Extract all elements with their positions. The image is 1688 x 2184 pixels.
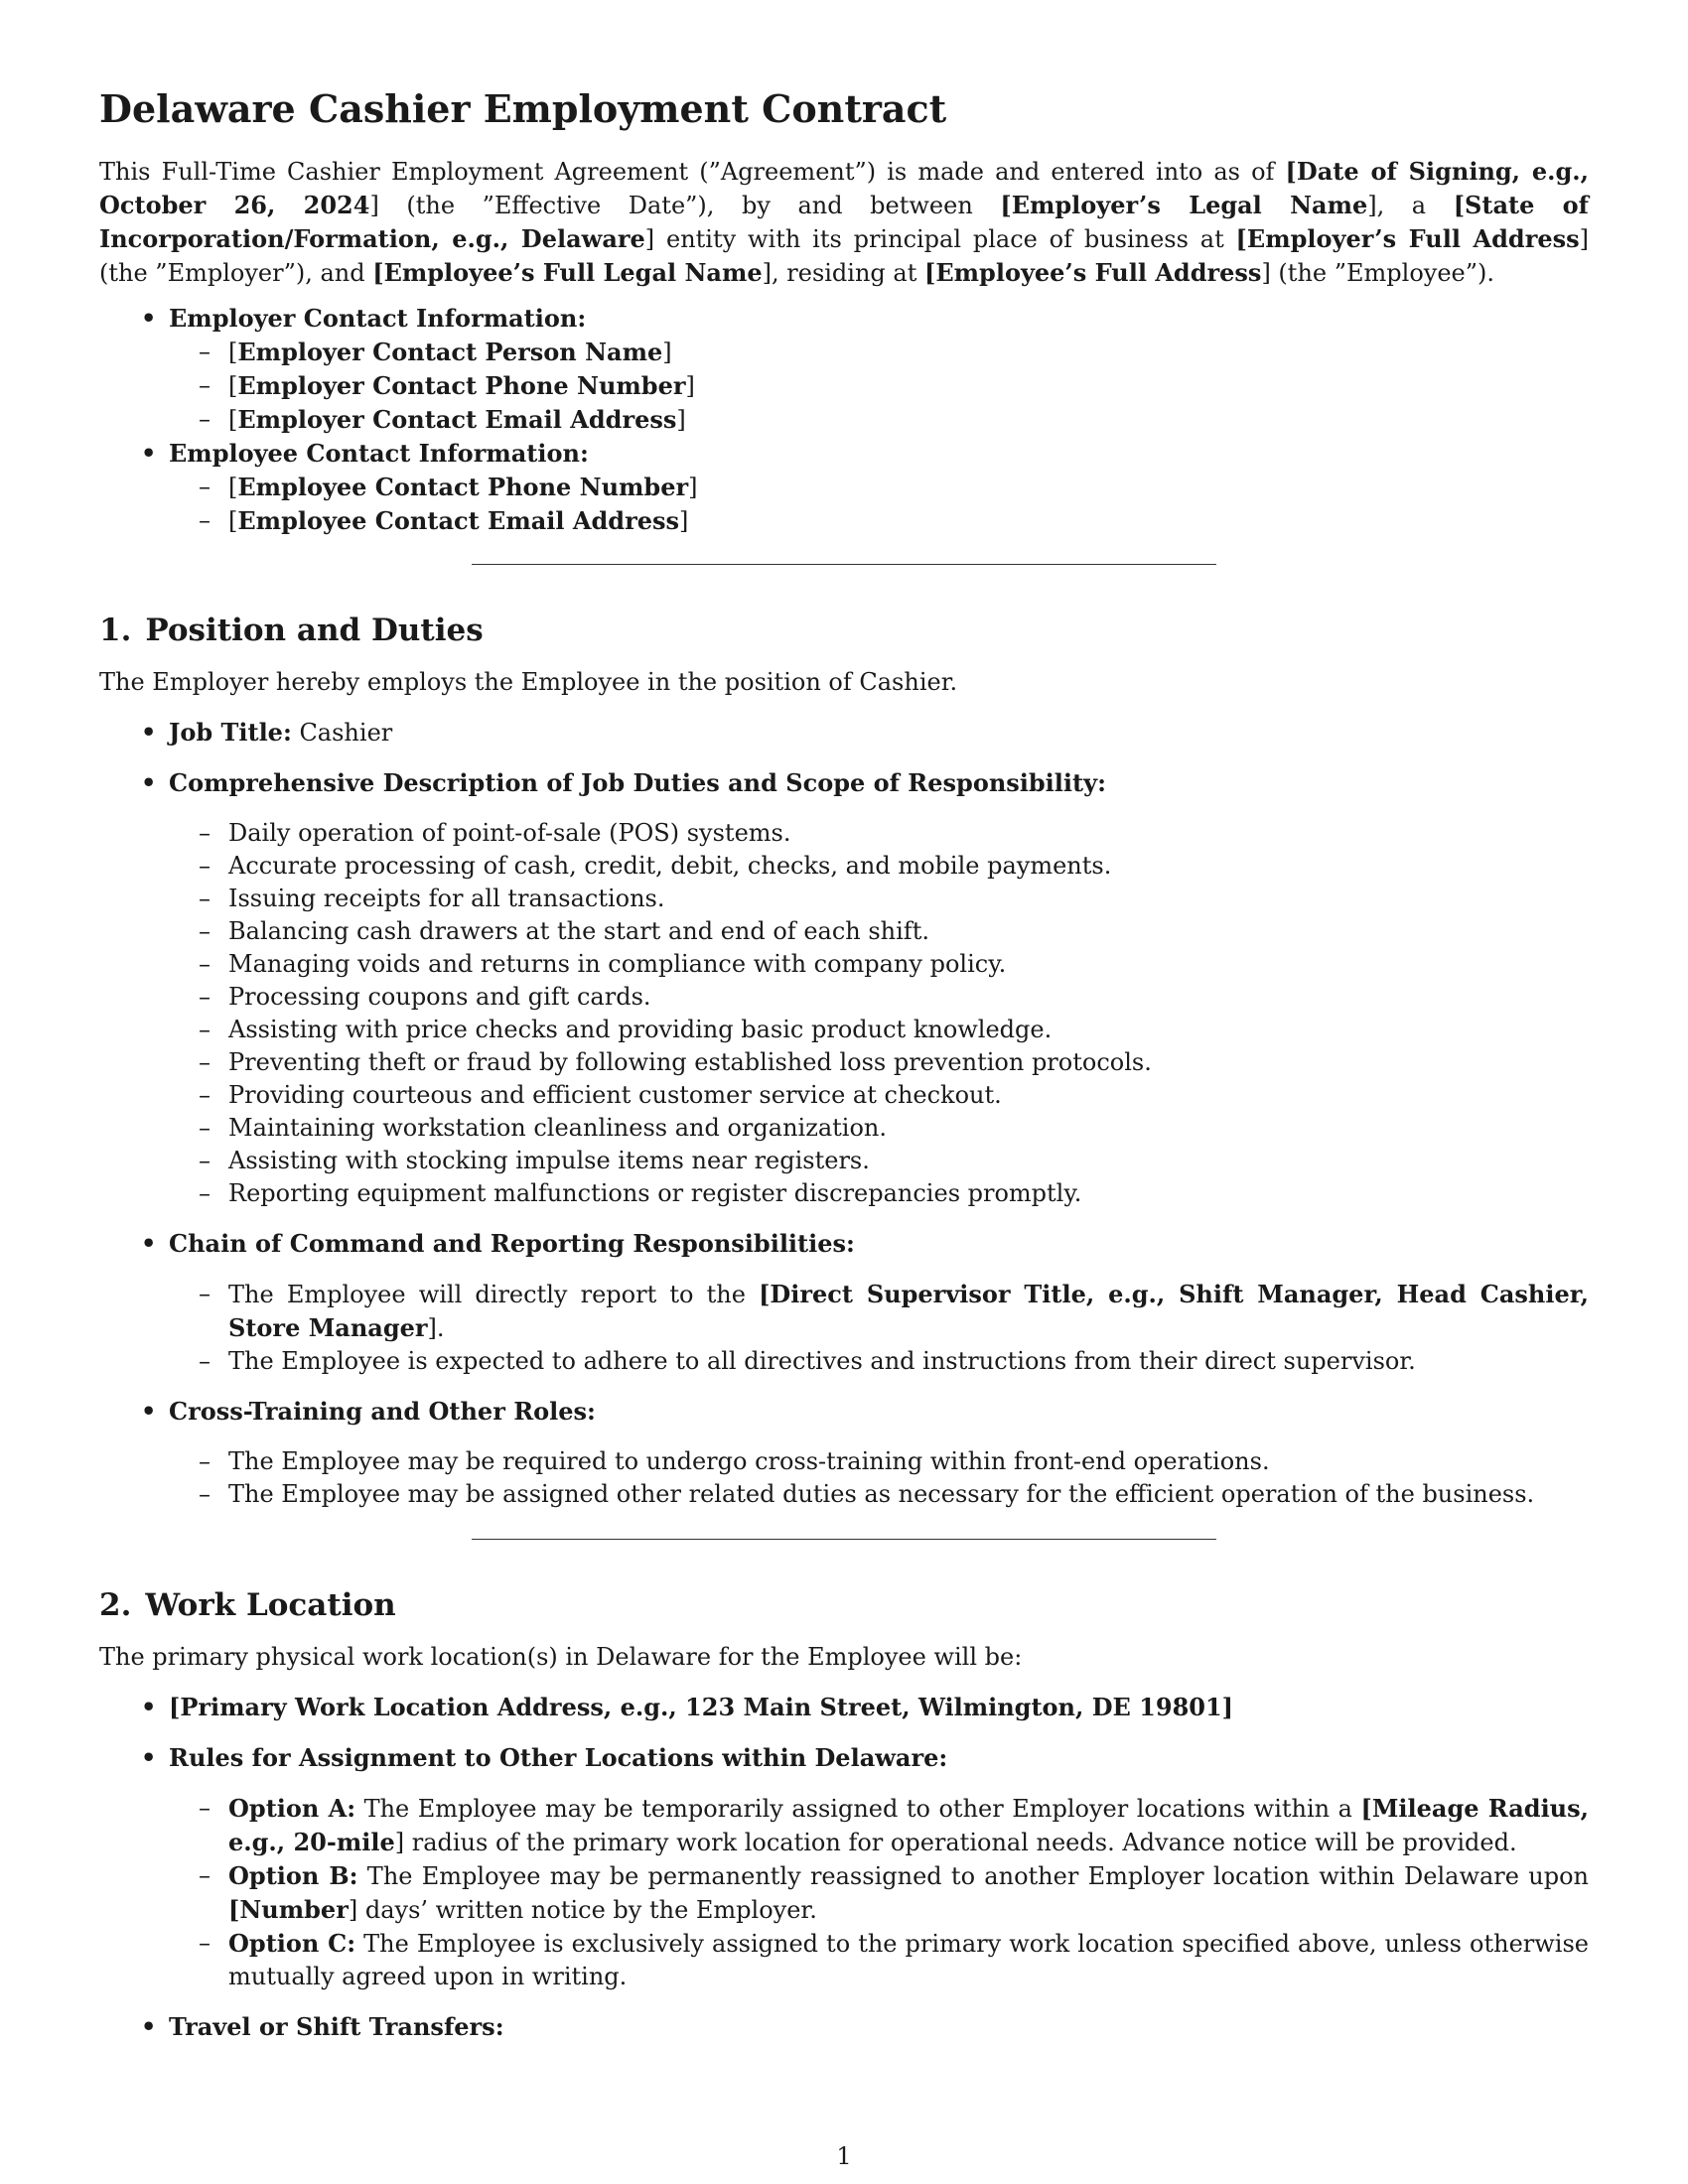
- option-text: The Employee may be temporarily assigned to other Employer locations within a: [355, 1795, 1361, 1823]
- primary-location-placeholder: [Primary Work Location Address, e.g., 123 Main Street, Wilmington, DE 19801]: [169, 1693, 1234, 1721]
- supervisor-placeholder: [Direct Supervisor Title, e.g., Shift Manager, Head Cashier, Store Manager: [228, 1280, 1589, 1342]
- options-list: [169, 1792, 1589, 1993]
- list-item: – Assisting with price checks and providing basic product knowledge.: [228, 1014, 1589, 1046]
- duties-label: Comprehensive Description of Job Duties and Scope of Responsibility:: [169, 768, 1106, 797]
- list-item: – Accurate processing of cash, credit, debit, checks, and mobile payments.: [228, 850, 1589, 883]
- intro-text: ], residing at: [762, 259, 924, 287]
- list-item: – The Employee is expected to adhere to all directives and instructions from their direct supervisor.: [228, 1345, 1589, 1378]
- date-placeholder: [Date of Signing, e.g., October 26, 2024: [99, 157, 1589, 219]
- number-placeholder: [Number: [228, 1895, 349, 1924]
- employee-contact-list: [169, 471, 1589, 538]
- list-item: – Balancing cash drawers at the start and end of each shift.: [228, 915, 1589, 948]
- intro-text: ] entity with its principal place of business at: [644, 225, 1236, 253]
- section-divider: [472, 564, 1216, 565]
- employer-contact-list: [169, 336, 1589, 437]
- option-label: Option C:: [228, 1929, 356, 1958]
- list-item: [228, 1859, 1589, 1927]
- list-item: [169, 716, 1589, 750]
- list-item: [169, 2010, 1589, 2044]
- chain-label: Chain of Command and Reporting Responsibilities:: [169, 1229, 855, 1258]
- option-text: ] days’ written notice by the Employer.: [348, 1896, 817, 1924]
- employee-name-placeholder: [Employee’s Full Legal Name: [372, 258, 763, 287]
- intro-text: ] (the ”Effective Date”), by and between: [369, 192, 1001, 219]
- contact-placeholder: Employer Contact Email Address: [237, 405, 677, 434]
- employer-address-placeholder: [Employer’s Full Address: [1235, 224, 1580, 253]
- list-item: [228, 1278, 1589, 1345]
- rules-label: Rules for Assignment to Other Locations within Delaware:: [169, 1743, 948, 1772]
- contact-placeholder: Employee Contact Phone Number: [237, 473, 689, 501]
- contact-list: [99, 302, 1589, 538]
- employee-address-placeholder: [Employee’s Full Address: [924, 258, 1262, 287]
- list-item: – Maintaining workstation cleanliness and organization.: [228, 1112, 1589, 1145]
- position-list: [99, 716, 1589, 1511]
- option-text: The Employee is exclusively assigned to the primary work location specified above, unless otherwise mutually agreed upon in writing.: [228, 1930, 1590, 1990]
- section-title: Work Location: [145, 1587, 396, 1623]
- duties-list: [169, 817, 1589, 1210]
- option-text: ] radius of the primary work location for operational needs. Advance notice will be provided.: [394, 1829, 1517, 1856]
- list-item: – [Employee Contact Email Address]: [228, 504, 1589, 538]
- list-item: [228, 1792, 1589, 1859]
- page-number: 1: [836, 2142, 852, 2170]
- document-content: [99, 85, 1589, 2061]
- list-item: – [Employer Contact Person Name]: [228, 336, 1589, 369]
- intro-text: This Full-Time Cashier Employment Agreement (”Agreement”) is made and entered into as of: [99, 158, 1286, 186]
- section-heading: [99, 1585, 1589, 1625]
- list-item: [169, 1741, 1589, 1993]
- intro-paragraph: [99, 155, 1589, 290]
- contact-placeholder: Employee Contact Email Address: [237, 506, 680, 535]
- chain-text: The Employee will directly report to the: [228, 1281, 760, 1308]
- section-intro: The Employer hereby employs the Employee in the position of Cashier.: [99, 668, 958, 696]
- list-item: [169, 1395, 1589, 1511]
- employer-name-placeholder: [Employer’s Legal Name: [1000, 191, 1368, 219]
- cross-training-label: Cross-Training and Other Roles:: [169, 1397, 596, 1426]
- contact-placeholder: Employer Contact Phone Number: [237, 371, 686, 400]
- list-item: [169, 1691, 1589, 1724]
- state-placeholder: [State of Incorporation/Formation, e.g., Delaware: [99, 191, 1589, 253]
- list-item: [169, 302, 1589, 437]
- list-item: – [Employee Contact Phone Number]: [228, 471, 1589, 504]
- intro-text: ], a: [1367, 192, 1454, 219]
- job-title-value: Cashier: [291, 719, 393, 747]
- job-title-label: Job Title:: [169, 718, 292, 747]
- employee-contact-label: Employee Contact Information:: [169, 439, 589, 468]
- list-item: – [Employer Contact Phone Number]: [228, 369, 1589, 403]
- section-title: Position and Duties: [145, 613, 484, 648]
- list-item: [169, 1227, 1589, 1378]
- section-number: 1.: [99, 613, 132, 648]
- list-item: [169, 437, 1589, 538]
- section-intro: The primary physical work location(s) in Delaware for the Employee will be:: [99, 1643, 1023, 1671]
- list-item: – The Employee may be required to undergo cross-training within front-end operations.: [228, 1445, 1589, 1478]
- list-item: [169, 766, 1589, 1210]
- location-list: [99, 1691, 1589, 2044]
- list-item: – The Employee may be assigned other related duties as necessary for the efficient operation of the business.: [228, 1478, 1589, 1511]
- list-item: – Providing courteous and efficient customer service at checkout.: [228, 1079, 1589, 1112]
- option-label: Option B:: [228, 1861, 358, 1890]
- cross-training-list: [169, 1445, 1589, 1511]
- list-item: – Daily operation of point-of-sale (POS) systems.: [228, 817, 1589, 850]
- chain-list: [169, 1278, 1589, 1378]
- section-number: 2.: [99, 1587, 132, 1623]
- intro-text: ] (the ”Employee”).: [1261, 259, 1494, 287]
- option-label: Option A:: [228, 1794, 356, 1823]
- page-title: Delaware Cashier Employment Contract: [99, 86, 947, 131]
- option-text: The Employee may be permanently reassigned to another Employer location within Delaware upon: [357, 1862, 1589, 1890]
- mileage-placeholder: [Mileage Radius, e.g., 20-mile: [228, 1794, 1589, 1856]
- list-item: – Assisting with stocking impulse items near registers.: [228, 1145, 1589, 1177]
- employer-contact-label: Employer Contact Information:: [169, 304, 587, 333]
- section-heading: [99, 611, 1589, 650]
- list-item: – Managing voids and returns in compliance with company policy.: [228, 948, 1589, 981]
- contact-placeholder: Employer Contact Person Name: [237, 338, 663, 366]
- list-item: [228, 1927, 1589, 1993]
- travel-label: Travel or Shift Transfers:: [169, 2012, 504, 2041]
- section-divider: [472, 1539, 1216, 1540]
- chain-text: ].: [427, 1314, 445, 1342]
- list-item: – Preventing theft or fraud by following established loss prevention protocols.: [228, 1046, 1589, 1079]
- intro-text: ] (the ”Employer”), and: [99, 225, 1590, 287]
- list-item: – [Employer Contact Email Address]: [228, 403, 1589, 437]
- list-item: – Reporting equipment malfunctions or register discrepancies promptly.: [228, 1177, 1589, 1210]
- list-item: – Issuing receipts for all transactions.: [228, 883, 1589, 915]
- list-item: – Processing coupons and gift cards.: [228, 981, 1589, 1014]
